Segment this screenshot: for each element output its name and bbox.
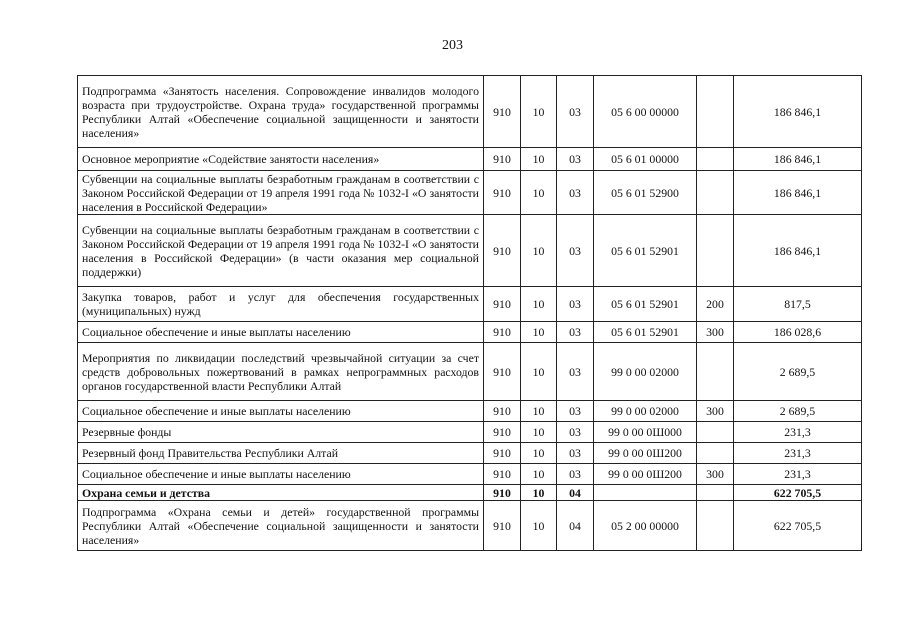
expense-type-cell: [697, 171, 734, 215]
table-row: [78, 322, 862, 343]
section-code-cell: 10: [521, 343, 557, 401]
amount-cell: 186 028,6: [734, 322, 862, 343]
row-name-cell: Субвенции на социальные выплаты безработным гражданам в соответствии с Законом Российской Федерации от 19 апреля 1991 года № 1032-I «О занятости населения в Российской Федерации»: [78, 171, 484, 215]
table-row: [78, 171, 862, 215]
section-code-cell: 10: [521, 401, 557, 422]
subsection-code-cell: 03: [557, 422, 594, 443]
expense-type-cell: 300: [697, 322, 734, 343]
amount-cell: 2 689,5: [734, 343, 862, 401]
subsection-code-cell: 03: [557, 76, 594, 148]
section-code-cell: 10: [521, 501, 557, 551]
section-code-cell: 10: [521, 171, 557, 215]
section-code-cell: 10: [521, 148, 557, 171]
table-row: [78, 148, 862, 171]
section-code-cell: 10: [521, 322, 557, 343]
expense-type-cell: [697, 422, 734, 443]
ministry-code-cell: 910: [484, 287, 521, 322]
section-code-cell: 10: [521, 485, 557, 501]
target-code-cell: 05 6 01 52900: [594, 171, 697, 215]
amount-cell: 2 689,5: [734, 401, 862, 422]
ministry-code-cell: 910: [484, 171, 521, 215]
table-row: [78, 343, 862, 401]
ministry-code-cell: 910: [484, 76, 521, 148]
ministry-code-cell: 910: [484, 401, 521, 422]
amount-cell: 186 846,1: [734, 76, 862, 148]
expense-type-cell: 300: [697, 401, 734, 422]
amount-cell: 231,3: [734, 464, 862, 485]
expense-type-cell: [697, 485, 734, 501]
ministry-code-cell: 910: [484, 422, 521, 443]
row-name-cell: Субвенции на социальные выплаты безработным гражданам в соответствии с Законом Российской Федерации от 19 апреля 1991 года № 1032-I «О занятости населения в Российской Федерации» (в части оказания мер социальной поддержки): [78, 215, 484, 287]
row-name-cell: Подпрограмма «Охрана семьи и детей» государственной программы Республики Алтай «Обеспечение социальной защищенности и занятости населения»: [78, 501, 484, 551]
expense-type-cell: [697, 148, 734, 171]
row-name-cell: Мероприятия по ликвидации последствий чрезвычайной ситуации за счет средств добровольных пожертвований в рамках непрограммных расходов органов государственной власти Республики Алтай: [78, 343, 484, 401]
expense-type-cell: [697, 443, 734, 464]
target-code-cell: 99 0 00 0Ш000: [594, 422, 697, 443]
target-code-cell: 05 6 01 52901: [594, 322, 697, 343]
row-name-cell: Резервный фонд Правительства Республики Алтай: [78, 443, 484, 464]
target-code-cell: 05 6 01 52901: [594, 215, 697, 287]
row-name-cell: Социальное обеспечение и иные выплаты населению: [78, 401, 484, 422]
budget-table-body: [78, 76, 862, 551]
target-code-cell: 99 0 00 02000: [594, 401, 697, 422]
subsection-code-cell: 03: [557, 464, 594, 485]
row-name-cell: Закупка товаров, работ и услуг для обеспечения государственных (муниципальных) нужд: [78, 287, 484, 322]
amount-cell: 231,3: [734, 443, 862, 464]
target-code-cell: 99 0 00 0Ш200: [594, 443, 697, 464]
amount-cell: 186 846,1: [734, 171, 862, 215]
ministry-code-cell: 910: [484, 148, 521, 171]
target-code-cell: 05 6 01 00000: [594, 148, 697, 171]
table-row: [78, 422, 862, 443]
subsection-code-cell: 03: [557, 171, 594, 215]
expense-type-cell: [697, 215, 734, 287]
target-code-cell: 99 0 00 0Ш200: [594, 464, 697, 485]
ministry-code-cell: 910: [484, 343, 521, 401]
ministry-code-cell: 910: [484, 464, 521, 485]
expense-type-cell: 200: [697, 287, 734, 322]
section-code-cell: 10: [521, 464, 557, 485]
ministry-code-cell: 910: [484, 485, 521, 501]
subsection-code-cell: 04: [557, 485, 594, 501]
page-number: 203: [442, 38, 463, 53]
subsection-code-cell: 03: [557, 443, 594, 464]
amount-cell: 231,3: [734, 422, 862, 443]
target-code-cell: 05 6 00 00000: [594, 76, 697, 148]
subsection-code-cell: 03: [557, 148, 594, 171]
subsection-code-cell: 03: [557, 215, 594, 287]
table-row: [78, 464, 862, 485]
amount-cell: 622 705,5: [734, 501, 862, 551]
row-name-cell: Охрана семьи и детства: [78, 485, 484, 501]
amount-cell: 817,5: [734, 287, 862, 322]
section-code-cell: 10: [521, 215, 557, 287]
expense-type-cell: [697, 501, 734, 551]
ministry-code-cell: 910: [484, 443, 521, 464]
subsection-code-cell: 03: [557, 401, 594, 422]
row-name-cell: Резервные фонды: [78, 422, 484, 443]
table-row: [78, 501, 862, 551]
subsection-code-cell: 04: [557, 501, 594, 551]
amount-cell: 186 846,1: [734, 148, 862, 171]
section-code-cell: 10: [521, 422, 557, 443]
row-name-cell: Подпрограмма «Занятость населения. Сопровождение инвалидов молодого возраста при трудоустройстве. Охрана труда» государственной программы Республики Алтай «Обеспечение социальной защищенности и занятости населения»: [78, 76, 484, 148]
expense-type-cell: [697, 76, 734, 148]
ministry-code-cell: 910: [484, 322, 521, 343]
table-row: [78, 443, 862, 464]
target-code-cell: [594, 485, 697, 501]
target-code-cell: 05 2 00 00000: [594, 501, 697, 551]
subsection-code-cell: 03: [557, 343, 594, 401]
target-code-cell: 99 0 00 02000: [594, 343, 697, 401]
row-name-cell: Социальное обеспечение и иные выплаты населению: [78, 322, 484, 343]
table-row: [78, 215, 862, 287]
table-row: [78, 287, 862, 322]
subsection-code-cell: 03: [557, 287, 594, 322]
subsection-code-cell: 03: [557, 322, 594, 343]
target-code-cell: 05 6 01 52901: [594, 287, 697, 322]
row-name-cell: Социальное обеспечение и иные выплаты населению: [78, 464, 484, 485]
section-code-cell: 10: [521, 76, 557, 148]
budget-table: [77, 75, 862, 551]
table-row: [78, 485, 862, 501]
expense-type-cell: [697, 343, 734, 401]
ministry-code-cell: 910: [484, 501, 521, 551]
section-code-cell: 10: [521, 287, 557, 322]
table-row: [78, 76, 862, 148]
expense-type-cell: 300: [697, 464, 734, 485]
table-row: [78, 401, 862, 422]
ministry-code-cell: 910: [484, 215, 521, 287]
amount-cell: 186 846,1: [734, 215, 862, 287]
row-name-cell: Основное мероприятие «Содействие занятости населения»: [78, 148, 484, 171]
amount-cell: 622 705,5: [734, 485, 862, 501]
section-code-cell: 10: [521, 443, 557, 464]
